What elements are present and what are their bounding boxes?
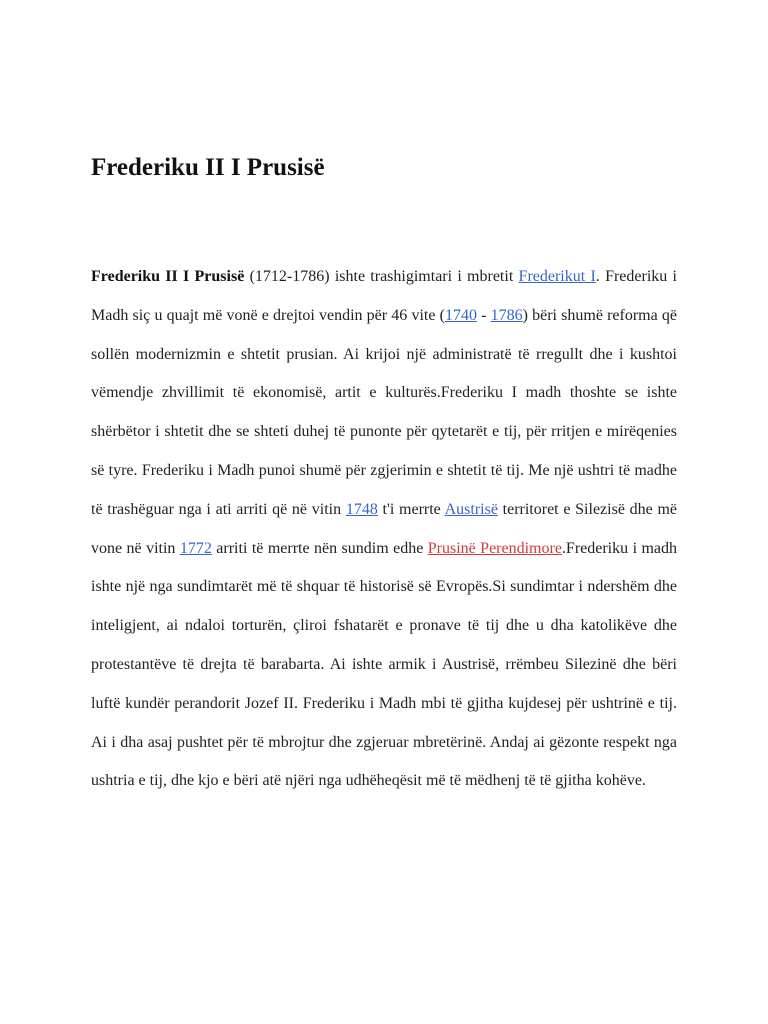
link-year-1740[interactable]: 1740 (444, 306, 477, 324)
text-segment: t'i merrte (377, 500, 445, 518)
link-year-1772[interactable]: 1772 (179, 539, 212, 557)
text-segment: - (476, 306, 491, 324)
link-year-1786[interactable]: 1786 (490, 306, 523, 324)
text-segment: . Frederiku i Madh siç u quajt më vonë e drejtoi vendin për 46 vite ( (91, 268, 677, 324)
link-year-1748[interactable]: 1748 (345, 500, 378, 518)
link-prusine-perendimore[interactable]: Prusinë Perendimore (427, 539, 562, 557)
page-title: Frederiku II I Prusisë (91, 154, 325, 181)
text-segment: (1712-1786) ishte trashigimtari i mbretit (244, 268, 519, 285)
text-segment: .Frederiku i madh ishte një nga sundimtarët më të shquar të historisë së Evropës.Si sundimtar i ndershëm dhe inteligjent, ai ndaloi torturën, çliroi fshatarët e pronave të tij dhe u dha katolikëve dhe protestantëve të drejta të barabarta. Ai ishte armik i Austrisë, rrëmbeu Silezinë dhe bëri luftë kundër perandorit Jozef II. Frederiku i Madh mbi të gjitha kujdesej për ushtrinë e tij. Ai i dha asaj pushtet për të mbrojtur dhe zgjeruar mbretërinë. Andaj ai gëzonte respekt nga ushtria e tij, dhe kjo e bëri atë njëri nga udhëheqësit më të mëdhenj të të gjitha kohëve. (91, 539, 677, 790)
article-paragraph (91, 258, 677, 801)
text-segment: territoret e Silezisë dhe më vone në vitin (91, 500, 678, 557)
link-austrise[interactable]: Austrisë (444, 500, 498, 518)
text-segment: arriti të merrte nën sundim edhe (211, 539, 428, 557)
lead-bold-name: Frederiku II I Prusisë (91, 268, 245, 285)
text-segment: ) bëri shumë reforma që sollën modernizmin e shtetit prusian. Ai krijoi një administratë të rregullt dhe i kushtoi vëmendje zhvillimit të ekonomisë, artit e kulturës.Frederiku I madh thoshte se ishte shërbëtor i shtetit dhe se shteti duhej të punonte për qytetarët e tij, për rritjen e mirëqenies së tyre. Frederiku i Madh punoi shumë për zgjerimin e shtetit të tij. Me një ushtri të madhe të trashëguar nga i ati arriti që në vitin (91, 306, 677, 518)
link-frederikut-i[interactable]: Frederikut I (518, 268, 596, 285)
